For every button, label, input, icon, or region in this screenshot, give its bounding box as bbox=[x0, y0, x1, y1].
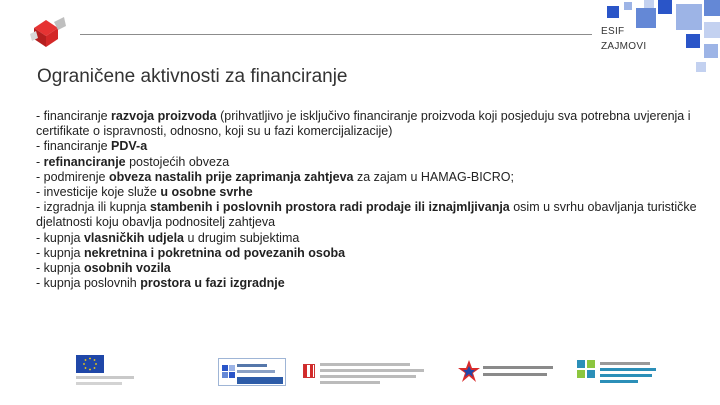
list-item: - kupnja osobnih vozila bbox=[36, 261, 171, 276]
croatian-coat-of-arms-icon bbox=[303, 364, 315, 378]
ministry-logo-text bbox=[320, 369, 424, 372]
page-title: Ograničene aktivnosti za financiranje bbox=[37, 66, 348, 87]
eu-flag-logo bbox=[76, 355, 104, 373]
list-item: - investicije koje služe u osobne svrhe bbox=[36, 185, 253, 200]
competitiveness-logo-text bbox=[600, 380, 638, 383]
competitiveness-logo-text bbox=[600, 368, 656, 371]
list-item: - kupnja poslovnih prostora u fazi izgradnje bbox=[36, 276, 285, 291]
company-logo bbox=[28, 14, 68, 48]
esif-fi-mark-icon bbox=[222, 365, 236, 379]
esif-label-line2: ZAJMOVI bbox=[601, 41, 647, 52]
list-item: - izgradnja ili kupnja stambenih i poslovnih prostora radi prodaje ili iznajmljivanja osim u svrhu obavljanja turističke djelatnosti koju obavlja podnositelj zahtjeva bbox=[36, 200, 697, 230]
list-item: - financiranje PDV-a bbox=[36, 139, 148, 154]
eu-funds-star-icon bbox=[458, 360, 480, 382]
eu-logo-text bbox=[76, 382, 122, 385]
list-item: - financiranje razvoja proizvoda (prihvatljivo je isključivo financiranje proizvoda koji posjeduju sva potrebna uvjerenja i certifikate o ispravnosti, odnosno, koji su u fazi komercijalizacije) bbox=[36, 109, 691, 139]
restrictions-list bbox=[36, 109, 706, 291]
list-item: - podmirenje obveza nastalih prije zaprimanja zahtjeva za zajam u HAMAG-BICRO; bbox=[36, 169, 514, 184]
esif-label-line1: ESIF bbox=[601, 26, 625, 37]
esif-financial-instruments-logo bbox=[218, 358, 286, 386]
eu-funds-logo-text bbox=[483, 366, 553, 369]
competitiveness-logo-text bbox=[600, 374, 652, 377]
competitiveness-logo-icon bbox=[577, 360, 595, 378]
eu-funds-logo-text bbox=[483, 373, 547, 376]
eu-logo-text bbox=[76, 376, 134, 379]
ministry-logo-text bbox=[320, 375, 416, 378]
list-item: - refinanciranje postojećih obveza bbox=[36, 154, 230, 169]
competitiveness-logo-text bbox=[600, 362, 650, 365]
list-item: - kupnja vlasničkih udjela u drugim subjektima bbox=[36, 230, 300, 245]
header-divider bbox=[80, 34, 592, 35]
ministry-logo-text bbox=[320, 363, 410, 366]
decorative-squares bbox=[600, 0, 720, 80]
list-item: - kupnja nekretnina i pokretnina od povezanih osoba bbox=[36, 245, 346, 260]
ministry-logo-text bbox=[320, 381, 380, 384]
